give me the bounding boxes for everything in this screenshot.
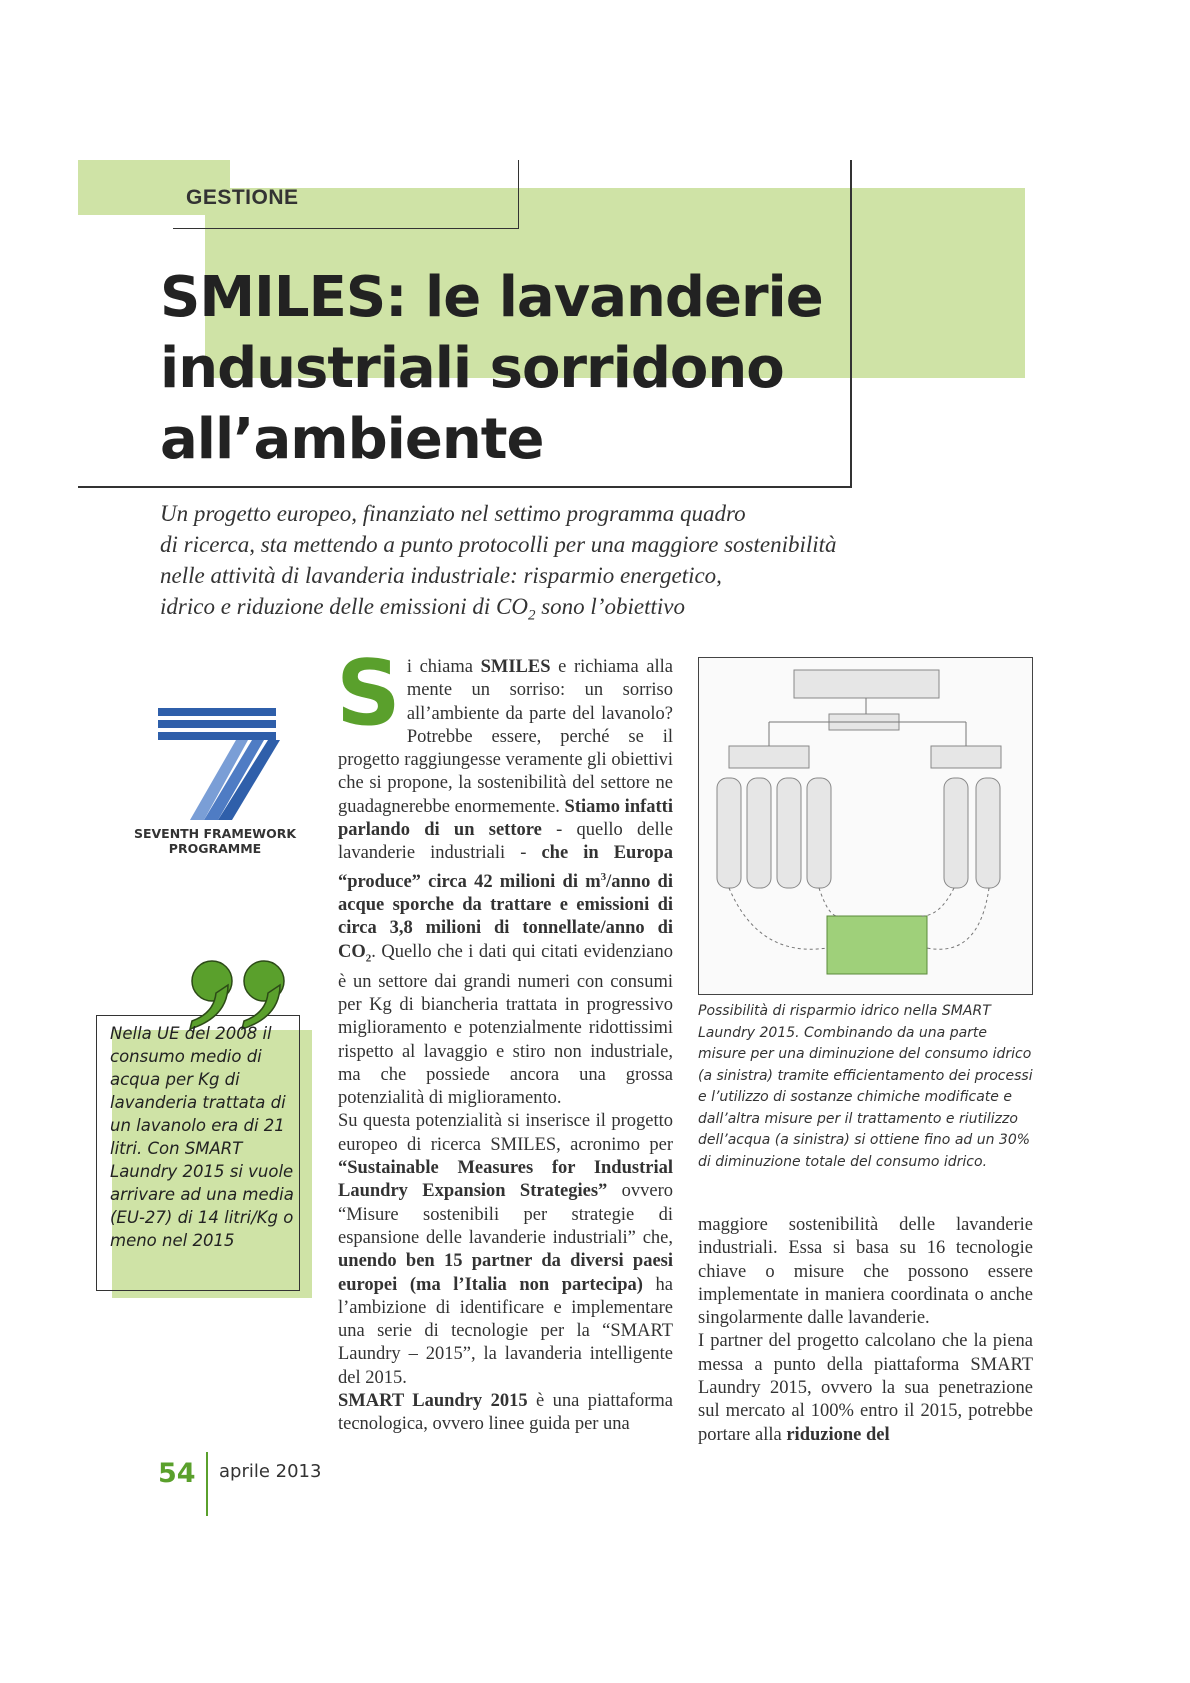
- subtitle-line: Un progetto europeo, finanziato nel settimo programma quadro: [160, 501, 746, 526]
- section-label: GESTIONE: [186, 186, 299, 209]
- issue-date: aprile 2013: [219, 1461, 322, 1482]
- subtitle-line: nelle attività di lavanderia industriale: risparmio energetico,: [160, 563, 722, 588]
- pull-quote: Nella UE del 2008 il consumo medio di acqua per Kg di lavanderia trattata di un lavanolo era di 21 litri. Con SMART Laundry 2015 si vuole arrivare ad una media (EU-27) di 14 litri/Kg o meno nel 2015: [110, 1024, 294, 1250]
- subtitle-line: di ricerca, sta mettendo a punto protocolli per una maggiore sostenibilità: [160, 532, 837, 557]
- title-line: all’ambiente: [160, 407, 544, 472]
- title-line: industriali sorridono: [160, 336, 784, 401]
- article-subtitle: [160, 498, 920, 632]
- article-title: [160, 262, 850, 475]
- article-column-middle: S i chiama SMILES e richiama alla mente un sorriso: un sorriso all’ambiente da parte del lavanolo? Potrebbe essere, perché se il progetto raggiungesse veramente gli obiettivi che si propone, la sostenibilità del settore ne guadagnerebbe enormemente. Stiamo infatti parlando di un settore - quello delle lavanderie industriali - che in Europa “produce” circa 42 milioni di $m^3$/anno di acque sporche da trattare e emissioni di circa 3,8 milioni di tonnellate/anno di $CO_2$. Quello che i dati qui citati evidenziano è un settore dai grandi numeri con consumi per Kg di biancheria trattata in progressivo miglioramento e potenzialmente ridottissimi rispetto al lavaggio e stiro non industriale, ma che possiede ancora una grossa potenzialità di miglioramento. Su questa potenzialità si inserisce il progetto europeo di ricerca SMILES, acronimo per “Sustainable Measures for Industrial Laundry Expansion Strategies” ovvero “Misure sostenibili per strategie di espansione delle lavanderie industriali” che, unendo ben 15 partner da diversi paesi europei (ma l’Italia non partecipa) ha l’ambizione di identificare e implementare una serie di tecnologie per la “SMART Laundry – 2015”, la lavanderia intelligente del 2015. SMART Laundry 2015 è una piattaforma tecnologica, ovvero linee guida per una: [336, 641, 674, 1435]
- fp7-logo: [120, 700, 310, 865]
- diagram-figure: [698, 657, 1033, 995]
- logo-caption: SEVENTH FRAMEWORK PROGRAMME: [133, 826, 297, 856]
- figure-caption: Possibilità di risparmio idrico nella SMART Laundry 2015. Combinando da una parte misure per una diminuzione del consumo idrico (a sinistra) tramite efficientamento dei processi e l’utilizzo di sostanze chimiche modificate e dall’altra misure per il trattamento e riutilizzo dell’acqua (a sinistra) si ottiene fino ad un 30% di diminuzione totale del consumo idrico.: [698, 1003, 1033, 1170]
- water-saving-diagram: [699, 658, 1032, 994]
- title-line: SMILES: le lavanderie: [160, 265, 823, 330]
- page-number: 54: [158, 1458, 196, 1489]
- drop-cap: S: [336, 641, 401, 746]
- subtitle-line: idrico e riduzione delle emissioni di $CO_2$ sono l’obiettivo: [160, 594, 685, 624]
- footer-divider: [206, 1452, 208, 1516]
- article-column-right: maggiore sostenibilità delle lavanderie industriali. Essa si basa su 16 tecnologie chiave o misure che possono essere implementate in maniera coordinata o anche singolarmente dalle lavanderie. I partner del progetto calcolano che la piena messa a punto della piattaforma SMART Laundry 2015, ovvero la sua penetrazione sul mercato al 100% entro il 2015, potrebbe portare alla riduzione del: [698, 1215, 1033, 1445]
